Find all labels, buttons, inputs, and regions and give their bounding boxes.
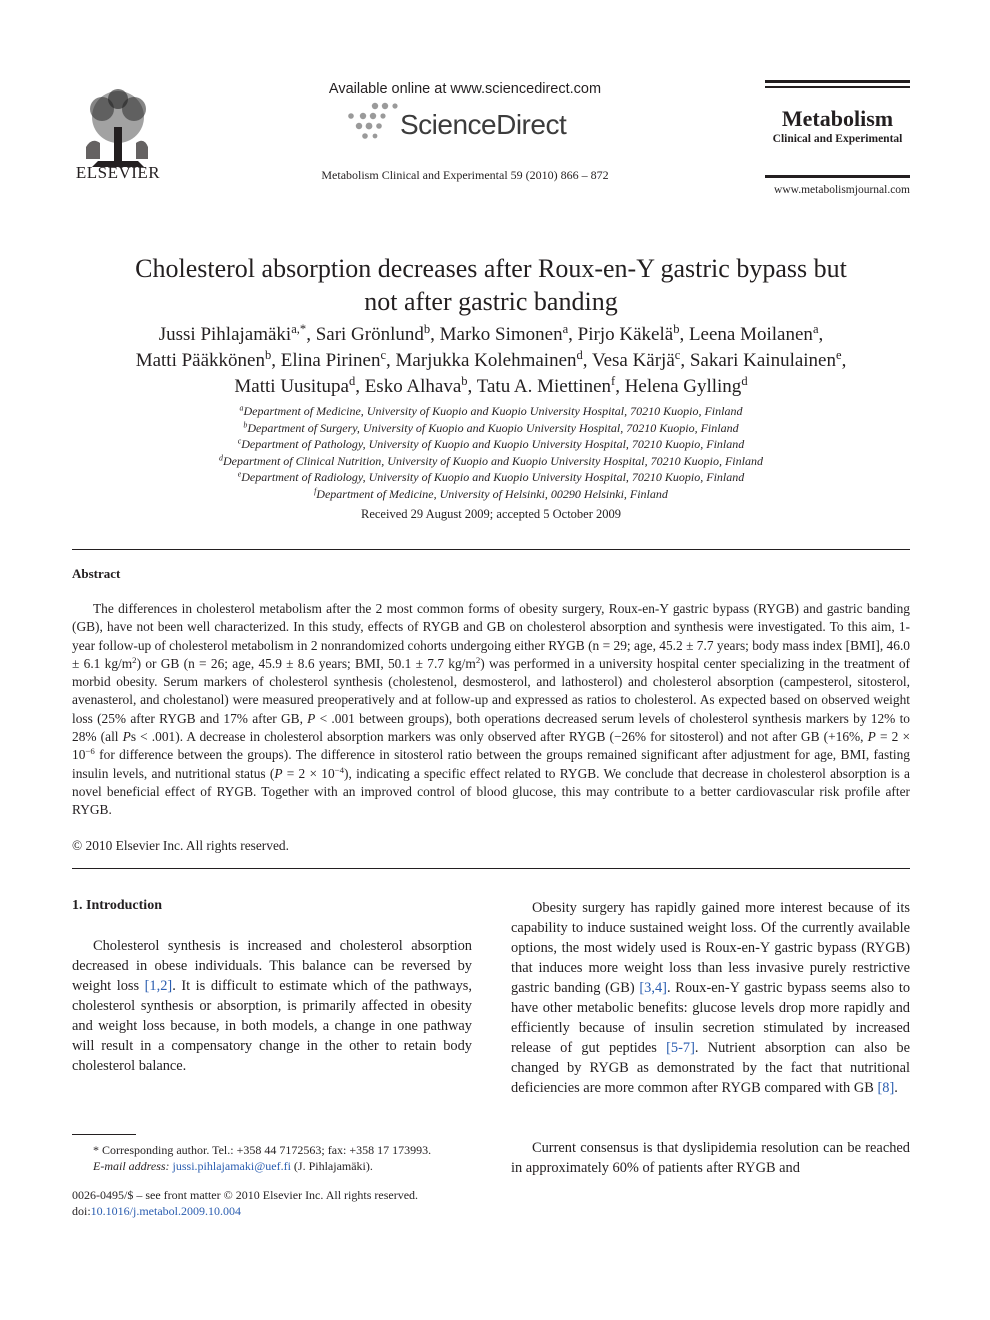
author-name[interactable]: Vesa Kärjä bbox=[591, 350, 675, 371]
affiliation-marker: a bbox=[239, 403, 244, 413]
publisher-name: ELSEVIER bbox=[75, 163, 161, 182]
author-affiliation-marker: c bbox=[380, 348, 387, 363]
affiliation-text: Department of Radiology, University of Kuopio and Kuopio University Hospital, 70210 Kuopio, Finland bbox=[241, 470, 745, 484]
affiliation-text: Department of Surgery, University of Kuopio and Kuopio University Hospital, 70210 Kuopio, Finland bbox=[247, 420, 739, 435]
journal-rule bbox=[765, 80, 910, 83]
author-name[interactable]: Pirjo Käkelä bbox=[577, 324, 674, 345]
author-affiliation-marker: a bbox=[562, 322, 569, 337]
title-line: not after gastric banding bbox=[364, 287, 618, 316]
author-affiliation-marker: d bbox=[576, 348, 583, 363]
available-online-text[interactable]: Available online at www.sciencedirect.com bbox=[328, 81, 602, 97]
author-name[interactable]: Esko Alhava bbox=[364, 376, 462, 397]
author-affiliation-marker: e bbox=[836, 348, 842, 363]
section-divider bbox=[72, 549, 910, 550]
body-paragraph: Current consensus is that dyslipidemia resolution can be reached in approximately 60% of patients after RYGB and bbox=[511, 1140, 910, 1176]
author-name[interactable]: Sakari Kainulainen bbox=[689, 350, 836, 371]
author-name[interactable]: Sari Grönlund bbox=[315, 324, 424, 345]
author-name[interactable]: Matti Uusitupa bbox=[234, 376, 349, 397]
author-name[interactable]: Tatu A. Miettinen bbox=[476, 376, 612, 397]
author-name[interactable]: Marjukka Kolehmainen bbox=[395, 350, 577, 371]
email-link[interactable]: jussi.pihlajamaki@uef.fi bbox=[172, 1159, 291, 1173]
body-paragraph: Obesity surgery has rapidly gained more interest because of its capability to induce sustained weight loss. Of the currently available options, the most widely used is Roux-en-Y gastric bypass (RYGB) that induces more weight loss than less invasive purely restrictive gastric banding (GB) [3,4]. Roux-en-Y gastric bypass seems also to have other metabolic benefits: glucose levels drop more rapidly and efficiently because of insulin secretion stimulated by increased release of gut peptides [5-7]. Nutrient absorption can also be changed by RYGB as demonstrated by the fact that nutritional deficiencies are more common after RYGB compared with GB [8]. bbox=[511, 900, 911, 1096]
abstract-text: The differences in cholesterol metabolism after the 2 most common forms of obesity surgery, Roux-en-Y gastric bypass (RYGB) and gastric banding (GB), have not been well characterized. In this study, effects of RYGB and GB on cholesterol absorption and synthesis were investigated. To this aim, 1-year follow-up of cholesterol metabolism in 2 nonrandomized cohorts undergoing either RYGB (n = 29; age, 45.2 ± 7.7 years; body mass index [BMI], 46.0 ± 6.1 $kg/m^2$) or GB (n = 26; age, 45.9 ± 8.6 years; BMI, 50.1 ± 7.7 $kg/m^2$) was performed in a university hospital center specializing in the treatment of morbid obesity. Serum markers of cholesterol synthesis (cholestenol, desmosterol, and lathosterol) and cholesterol absorption (campesterol, sitosterol, avenasterol, and cholestanol) were measured preoperatively and at follow-up and expressed as ratios to cholesterol. As expected based on observed weight loss (25% after RYGB and 17% after GB, P < .001 between groups), both operations decreased serum levels of cholesterol synthesis markers by 12% to 28% (all Ps < .001). A decrease in cholesterol absorption markers was only observed after RYGB (−26% for sitosterol) and not after GB (+16%, $P = 2 \times 10^{-6}$ for difference between the groups). The difference in sitosterol ratio between the groups remained significant after adjustment for age, BMI, fasting insulin levels, and nutritional status $(P = 2 \times 10^{-4})$, indicating a specific effect related to RYGB. We conclude that decrease in cholesterol absorption is a novel beneficial effect of RYGB. Together with an improved control of blood glucose, this may contribute to a better cardiovascular risk profile after RYGB. bbox=[72, 601, 911, 818]
section-divider bbox=[72, 868, 910, 869]
reference-link[interactable]: [3,4] bbox=[639, 980, 667, 996]
received-dates: Received 29 August 2009; accepted 5 October 2009 bbox=[361, 507, 621, 521]
author-affiliation-marker: b bbox=[461, 374, 468, 389]
affiliation-marker: d bbox=[219, 453, 223, 463]
author-affiliation-marker: a bbox=[812, 322, 819, 337]
footnote-rule bbox=[72, 1134, 136, 1135]
affiliation-item bbox=[72, 469, 910, 486]
affiliation-marker: e bbox=[237, 469, 242, 479]
author-affiliation-marker: a,* bbox=[291, 322, 307, 337]
corresponding-author-footnote: * Corresponding author. Tel.: +358 44 7172563; fax: +358 17 173993. bbox=[93, 1143, 432, 1157]
journal-url[interactable]: www.metabolismjournal.com bbox=[774, 184, 910, 196]
email-footnote: E-mail address: jussi.pihlajamaki@uef.fi (J. Pihlajamäki). bbox=[93, 1159, 373, 1173]
doi-line: doi:10.1016/j.metabol.2009.10.004 bbox=[72, 1204, 241, 1218]
section-heading-introduction: 1. Introduction bbox=[72, 898, 162, 913]
author-line: Matti Pääkkönen$^b$, Elina Pirinen$^c$, Marjukka Kolehmainen$^d$, Vesa Kärjä$^c$, Sakari Kainulainen$^e$, bbox=[135, 348, 847, 371]
affiliation-text: Department of Medicine, University of Kuopio and Kuopio University Hospital, 70210 Kuopio, Finland bbox=[243, 404, 743, 418]
article-title bbox=[72, 252, 910, 318]
doi-link[interactable]: 10.1016/j.metabol.2009.10.004 bbox=[90, 1204, 241, 1218]
abstract-copyright: © 2010 Elsevier Inc. All rights reserved. bbox=[72, 838, 289, 853]
author-affiliation-marker: b bbox=[423, 322, 431, 337]
affiliation-marker: b bbox=[243, 420, 248, 430]
affiliation-item bbox=[72, 453, 910, 470]
affiliation-text: Department of Pathology, University of Kuopio and Kuopio University Hospital, 70210 Kuopio, Finland bbox=[241, 437, 745, 451]
journal-name: Metabolism bbox=[781, 106, 894, 131]
author-line: Matti Uusitupa$^d$, Esko Alhava$^b$, Tatu A. Miettinen$^f$, Helena Gylling$^d$ bbox=[234, 374, 748, 397]
author-affiliation-marker: d bbox=[348, 374, 356, 389]
abstract-heading: Abstract bbox=[72, 566, 121, 581]
affiliation-item bbox=[72, 420, 910, 437]
affiliation-item bbox=[72, 436, 910, 453]
affiliation-item bbox=[72, 403, 910, 420]
author-name[interactable]: Jussi Pihlajamäki bbox=[158, 324, 292, 345]
author-name[interactable]: Marko Simonen bbox=[439, 324, 563, 345]
affiliation-item bbox=[72, 486, 910, 503]
journal-rule bbox=[765, 86, 910, 88]
author-name[interactable]: Matti Pääkkönen bbox=[135, 350, 265, 371]
affiliation-text: Department of Medicine, University of Helsinki, 00290 Helsinki, Finland bbox=[316, 486, 668, 501]
author-affiliation-marker: b bbox=[673, 322, 680, 337]
author-affiliation-marker: d bbox=[741, 374, 748, 389]
affiliation-text: Department of Clinical Nutrition, University of Kuopio and Kuopio University Hospital, 70210 Kuopio, Finland bbox=[222, 453, 763, 468]
title-line: Cholesterol absorption decreases after Roux-en-Y gastric bypass but bbox=[135, 254, 847, 283]
affiliation-marker: f bbox=[314, 486, 317, 496]
journal-subtitle: Clinical and Experimental bbox=[772, 133, 903, 145]
author-affiliation-marker: b bbox=[264, 348, 272, 363]
author-affiliation-marker: c bbox=[674, 348, 681, 363]
journal-citation: Metabolism Clinical and Experimental 59 (2010) 866 – 872 bbox=[321, 168, 609, 182]
author-affiliation-marker: f bbox=[611, 374, 616, 389]
author-name[interactable]: Leena Moilanen bbox=[688, 324, 813, 345]
reference-link[interactable]: [1,2] bbox=[144, 978, 173, 994]
issn-line: 0026-0495/$ – see front matter © 2010 Elsevier Inc. All rights reserved. bbox=[72, 1188, 419, 1202]
author-line: Jussi Pihlajamäki$^{a,*}$, Sari Grönlund$^b$, Marko Simonen$^a$, Pirjo Käkelä$^b$, Leena Moilanen$^a$, bbox=[158, 322, 824, 345]
intro-paragraph: Cholesterol synthesis is increased and cholesterol absorption decreased in obese individuals. This balance can be reversed by weight loss [1,2]. It is difficult to estimate which of the pathways, cholesterol synthesis or absorption, is primarily affected in obesity and weight loss because, in both models, a change in one pathway will result in a compensatory change in the other to retain body cholesterol balance. bbox=[72, 938, 472, 1074]
author-list bbox=[72, 322, 910, 400]
author-name[interactable]: Helena Gylling bbox=[624, 376, 742, 397]
affiliation-list bbox=[72, 403, 910, 502]
reference-link[interactable]: [8] bbox=[877, 1080, 895, 1096]
author-name[interactable]: Elina Pirinen bbox=[280, 350, 381, 371]
affiliation-marker: c bbox=[237, 436, 242, 446]
reference-link[interactable]: [5-7] bbox=[666, 1040, 695, 1056]
journal-rule bbox=[765, 175, 910, 178]
sciencedirect-logo-text: ScienceDirect bbox=[400, 109, 567, 140]
